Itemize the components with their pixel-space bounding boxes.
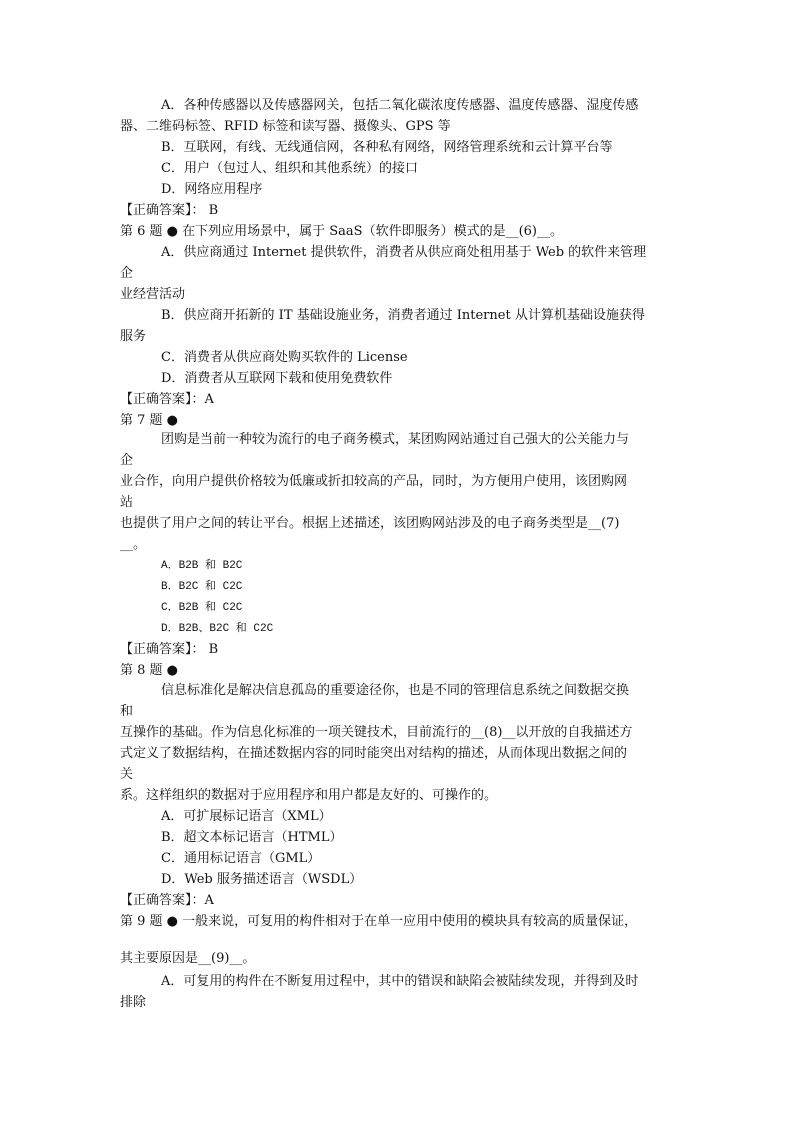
q7-title: 第 7 题 ● (120, 413, 179, 428)
q8-stem-3: 互操作的基础。作为信息化标准的一项关键技术，目前流行的__(8)__以开放的自我描述方 (120, 725, 633, 740)
q7-stem-6: __。 (120, 537, 147, 552)
q7-stem-1: 团购是当前一种较为流行的电子商务模式，某团购网站通过自己强大的公关能力与 (161, 432, 630, 447)
q8-stem-2: 和 (120, 704, 134, 719)
q5-option-a: A．各种传感器以及传感器网关，包括二氧化碳浓度传感器、温度传感器、湿度传感 (161, 98, 639, 113)
q5-answer: 【正确答案】： B (120, 203, 219, 218)
q8-answer: 【正确答案】：A (120, 893, 214, 908)
q6-title: 第 6 题 ● 在下列应用场景中，属于 SaaS（软件即服务）模式的是__(6)__。 (120, 224, 564, 239)
q6-option-a-cont1: 企 (120, 266, 134, 281)
q6-option-b: B．供应商开拓新的 IT 基础设施业务，消费者通过 Internet 从计算机基础设施获得 (161, 308, 645, 323)
q8-option-a: A．可扩展标记语言（XML） (161, 809, 332, 824)
q8-stem-6: 系。这样组织的数据对于应用程序和用户都是友好的、可操作的。 (120, 788, 498, 803)
q6-option-b-cont: 服务 (120, 329, 147, 344)
q7-stem-3: 业合作，向用户提供价格较为低廉或折扣较高的产品，同时，为方便用户使用，该团购网 (120, 474, 628, 489)
q8-option-d: D．Web 服务描述语言（WSDL） (161, 872, 363, 887)
q5-option-a-cont: 器、二维码标签、RFID 标签和读写器、摄像头、GPS 等 (120, 119, 451, 134)
q7-option-c: C．B2B 和 C2C (161, 602, 243, 614)
q5-option-c: C．用户（包过人、组织和其他系统）的接口 (161, 161, 418, 176)
q8-stem-5: 关 (120, 767, 134, 782)
q9-stem-cont: 其主要原因是__(9)__。 (120, 951, 256, 966)
q6-option-d: D．消费者从互联网下载和使用免费软件 (161, 371, 393, 386)
q7-option-a: A．B2B 和 B2C (161, 560, 243, 572)
q8-option-c: C．通用标记语言（GML） (161, 851, 321, 866)
q7-option-b: B．B2C 和 C2C (161, 581, 243, 593)
q8-option-b: B．超文本标记语言（HTML） (161, 830, 343, 845)
q7-stem-2: 企 (120, 453, 134, 468)
q7-stem-5: 也提供了用户之间的转让平台。根据上述描述，该团购网站涉及的电子商务类型是__(7) (120, 516, 620, 531)
q6-option-c: C．消费者从供应商处购买软件的 License (161, 350, 408, 365)
q6-option-a-cont2: 业经营活动 (120, 287, 186, 302)
q9-title: 第 9 题 ● 一般来说，可复用的构件相对于在单一应用中使用的模块具有较高的质量保证， (120, 914, 638, 929)
q9-option-a: A．可复用的构件在不断复用过程中，其中的错误和缺陷会被陆续发现，并得到及时 (161, 974, 639, 989)
q9-option-a-cont: 排除 (120, 995, 147, 1010)
q5-option-b: B．互联网，有线、无线通信网，各种私有网络，网络管理系统和云计算平台等 (161, 140, 613, 155)
q8-stem-1: 信息标准化是解决信息孤岛的重要途径你，也是不同的管理信息系统之间数据交换 (161, 683, 630, 698)
q6-answer: 【正确答案】：A (120, 392, 214, 407)
q6-option-a: A．供应商通过 Internet 提供软件，消费者从供应商处租用基于 Web 的软件来管理 (161, 245, 647, 260)
q7-stem-4: 站 (120, 495, 134, 510)
q7-answer: 【正确答案】： B (120, 642, 219, 657)
q8-title: 第 8 题 ● (120, 663, 179, 678)
q5-option-d: D．网络应用程序 (161, 182, 263, 197)
q8-stem-4: 式定义了数据结构，在描述数据内容的同时能突出对结构的描述，从而体现出数据之间的 (120, 746, 628, 761)
q7-option-d: D．B2B、B2C 和 C2C (161, 623, 274, 635)
